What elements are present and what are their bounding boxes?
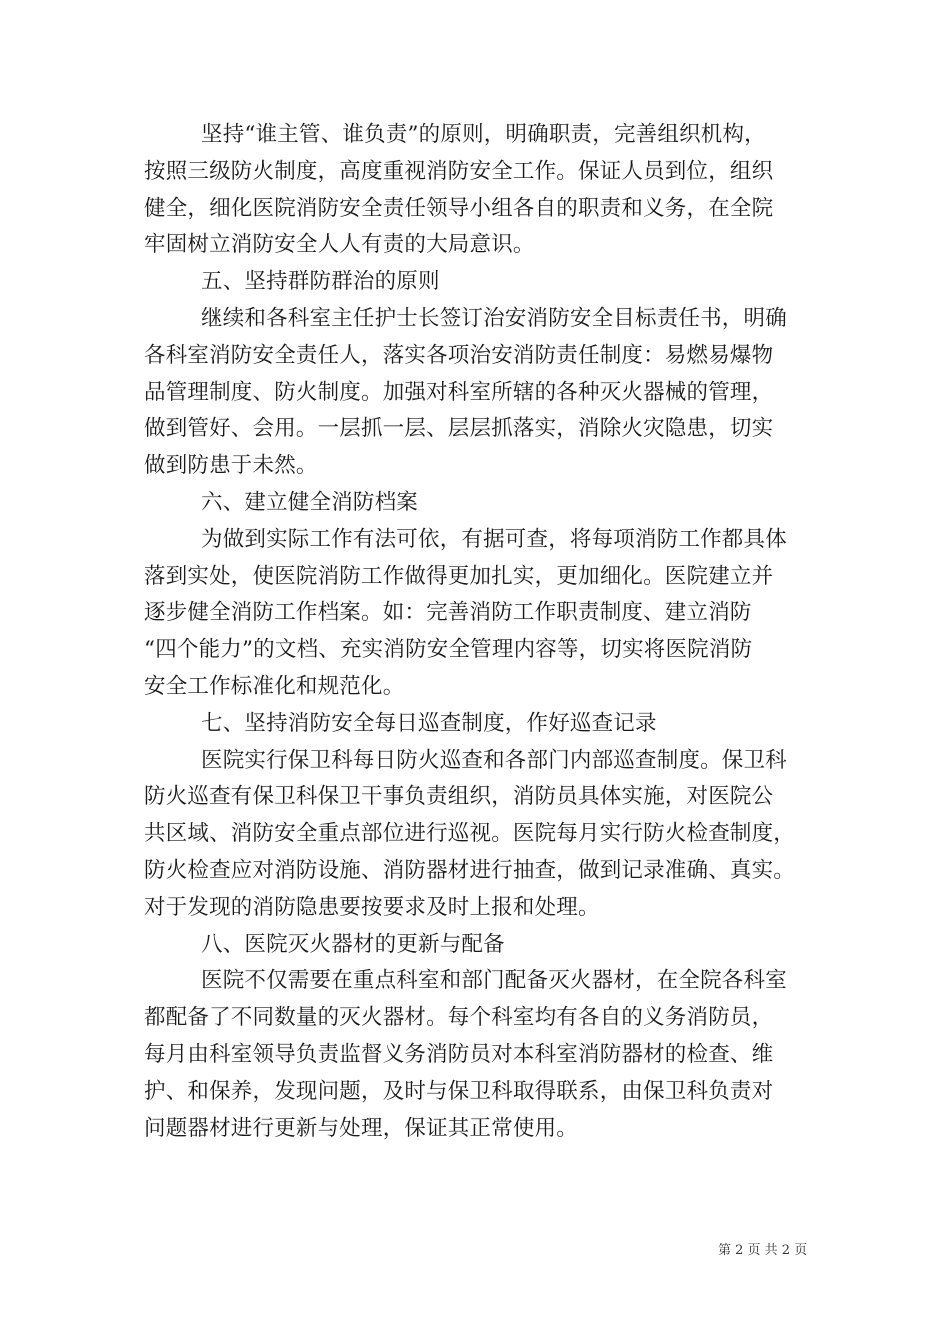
page-number: 第 2 页 共 2 页	[718, 1243, 808, 1258]
text-line: 问题器材进行更新与处理，保证其正常使用。	[144, 1115, 579, 1141]
text-line: 品管理制度、防火制度。加强对科室所辖的各种灭火器械的管理，	[144, 379, 774, 405]
text-line: 医院不仅需要在重点科室和部门配备灭火器材，在全院各科室	[201, 968, 787, 994]
text-line: 做到管好、会用。一层抓一层、层层抓落实，消除火灾隐患，切实	[144, 416, 774, 442]
text-line: 各科室消防安全责任人，落实各项治安消防责任制度：易燃易爆物	[144, 342, 774, 368]
text-line: 都配备了不同数量的灭火器材。每个科室均有各自的义务消防员，	[144, 1005, 774, 1031]
text-line: 防火检查应对消防设施、消防器材进行抽查，做到记录准确、真实。	[144, 857, 796, 883]
text-line: 做到防患于未然。	[144, 453, 318, 479]
text-line: 每月由科室领导负责监督义务消防员对本科室消防器材的检查、维	[144, 1041, 774, 1067]
text-line: 对于发现的消防隐患要按要求及时上报和处理。	[144, 894, 600, 920]
document-body	[144, 117, 834, 1147]
text-line: 医院实行保卫科每日防火巡查和各部门内部巡查制度。保卫科	[201, 747, 787, 773]
section-heading-5: 五、坚持群防群治的原则	[201, 269, 440, 295]
text-line: 逐步健全消防工作档案。如：完善消防工作职责制度、建立消防	[144, 600, 752, 626]
text-line: 防火巡查有保卫科保卫干事负责组织，消防员具体实施，对医院公	[144, 784, 774, 810]
section-heading-6: 六、建立健全消防档案	[201, 489, 419, 515]
text-line: 为做到实际工作有法可依，有据可查，将每项消防工作都具体	[201, 526, 787, 552]
text-line: 按照三级防火制度，高度重视消防安全工作。保证人员到位，组织	[144, 158, 774, 184]
text-line: “四个能力”的文档、充实消防安全管理内容等，切实将医院消防	[144, 637, 753, 663]
text-line: 落到实处，使医院消防工作做得更加扎实，更加细化。医院建立并	[144, 563, 774, 589]
text-line: 共区域、消防安全重点部位进行巡视。医院每月实行防火检查制度，	[144, 821, 796, 847]
text-line: 安全工作标准化和规范化。	[144, 673, 405, 699]
text-line: 坚持“谁主管、谁负责”的原则，明确职责，完善组织机构，	[201, 122, 766, 147]
text-line: 护、和保养，发现问题，及时与保卫科取得联系，由保卫科负责对	[144, 1078, 774, 1104]
section-heading-7: 七、坚持消防安全每日巡查制度，作好巡查记录	[201, 710, 657, 736]
text-line: 牢固树立消防安全人人有责的大局意识。	[144, 232, 535, 258]
text-line: 健全，细化医院消防安全责任领导小组各自的职责和义务，在全院	[144, 195, 774, 221]
section-heading-8: 八、医院灭火器材的更新与配备	[201, 931, 505, 957]
text-line: 继续和各科室主任护士长签订治安消防安全目标责任书，明确	[201, 305, 787, 331]
